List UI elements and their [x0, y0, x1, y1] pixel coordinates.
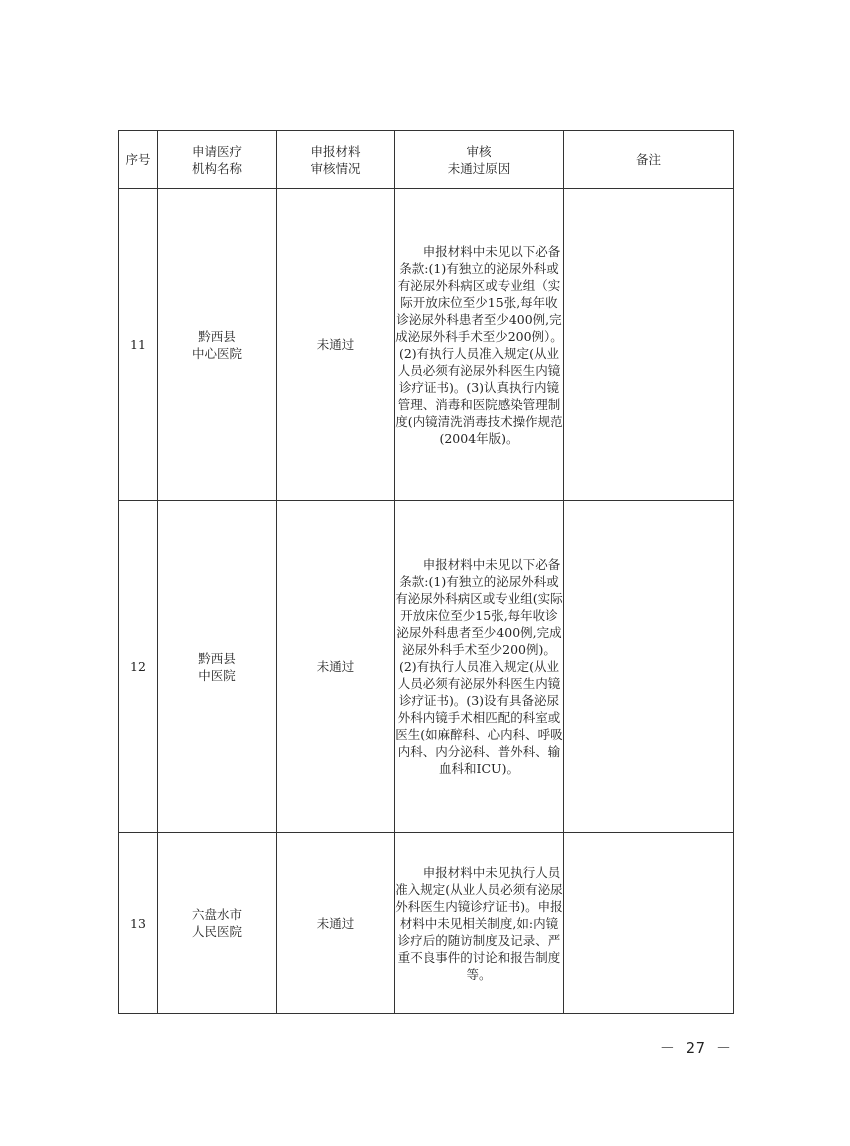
header-seq: 序号 [119, 131, 158, 189]
row-institution-name: 六盘水市 人民医院 [158, 833, 277, 1014]
row-review-status: 未通过 [277, 189, 395, 501]
row-remark [564, 833, 734, 1014]
row-seq: 11 [119, 189, 158, 501]
table-row [119, 501, 734, 833]
row-failure-reason: 申报材料中未见以下必备条款:(1)有独立的泌尿外科或有泌尿外科病区或专业组(实际开放床位至少15张,每年收诊泌尿外科患者至少400例,完成泌尿外科手术至少200例)。(2)有执行人员准入规定(从业人员必须有泌尿外科医生内镜诊疗证书)。(3)设有具备泌尿外科内镜手术相匹配的科室或医生(如麻醉科、心内科、呼吸内科、内分泌科、普外科、输血科和ICU)。 [395, 501, 564, 833]
header-reason: 审核 未通过原因 [395, 131, 564, 189]
header-remark: 备注 [564, 131, 734, 189]
header-review: 申报材料 审核情况 [277, 131, 395, 189]
row-review-status: 未通过 [277, 501, 395, 833]
row-institution-name: 黔西县 中医院 [158, 501, 277, 833]
table-row [119, 833, 734, 1014]
header-name: 申请医疗 机构名称 [158, 131, 277, 189]
row-seq: 12 [119, 501, 158, 833]
row-remark [564, 189, 734, 501]
page-number: － 27 － [659, 1039, 732, 1057]
row-remark [564, 501, 734, 833]
row-institution-name: 黔西县 中心医院 [158, 189, 277, 501]
table-header-row [119, 131, 734, 189]
row-failure-reason: 申报材料中未见执行人员准入规定(从业人员必须有泌尿外科医生内镜诊疗证书)。申报材料中未见相关制度,如:内镜诊疗后的随访制度及记录、严重不良事件的讨论和报告制度等。 [395, 833, 564, 1014]
review-table [118, 130, 734, 1014]
row-seq: 13 [119, 833, 158, 1014]
table-row [119, 189, 734, 501]
row-review-status: 未通过 [277, 833, 395, 1014]
row-failure-reason: 申报材料中未见以下必备条款:(1)有独立的泌尿外科或有泌尿外科病区或专业组（实际开放床位至少15张,每年收诊泌尿外科患者至少400例,完成泌尿外科手术至少200例）。(2)有执行人员准入规定(从业人员必须有泌尿外科医生内镜诊疗证书)。(3)认真执行内镜管理、消毒和医院感染管理制度(内镜清洗消毒技术操作规范(2004年版)。 [395, 189, 564, 501]
